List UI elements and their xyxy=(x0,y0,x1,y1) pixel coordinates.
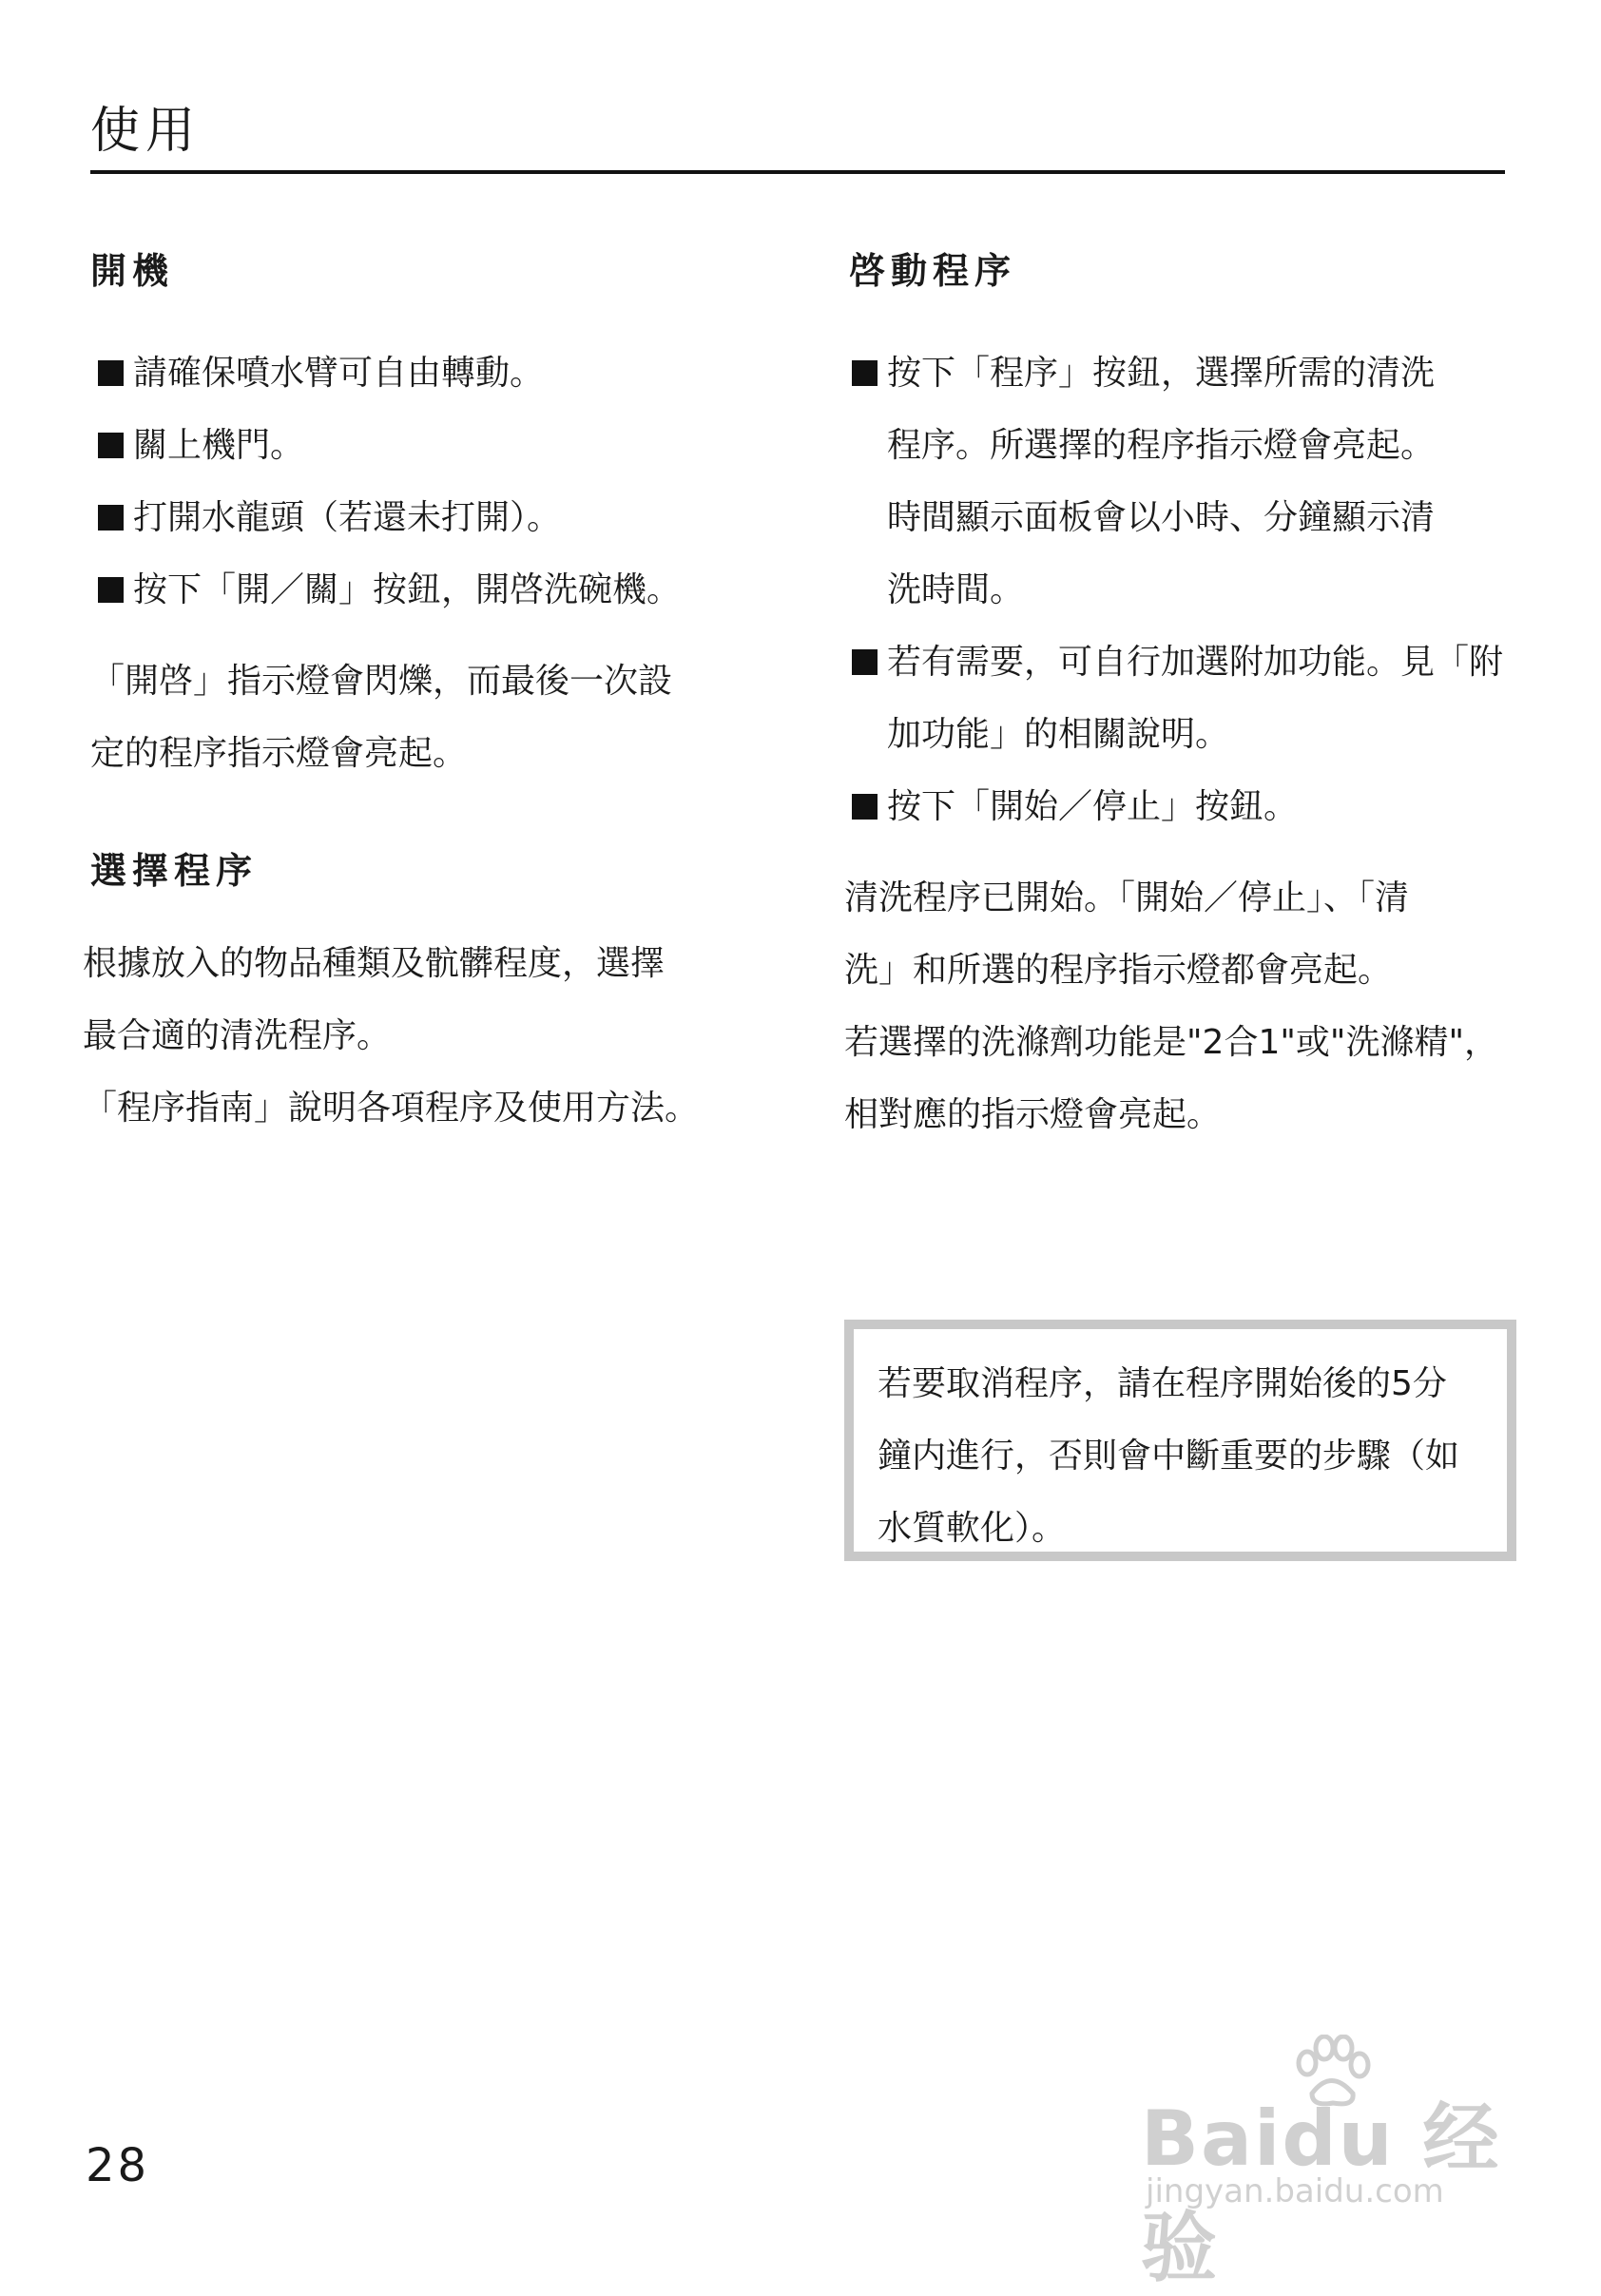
bullet-square-icon xyxy=(98,360,124,386)
power-on-heading: 開機 xyxy=(90,250,175,292)
list-item: 請確保噴水臂可自由轉動。 xyxy=(90,338,789,410)
power-on-steps xyxy=(90,338,789,627)
list-item: 按下「開／關」按鈕，開啓洗碗機。 xyxy=(90,554,789,627)
start-program-heading: 啓動程序 xyxy=(849,250,1017,292)
start-program-result: 清洗程序已開始。「開始／停止」、「清 洗」和所選的程序指示燈都會亮起。 若選擇的洗滌劑功能是"2合1"或"洗滌精"， 相對應的指示燈會亮起。 xyxy=(844,878,1499,1134)
list-item: 打開水龍頭（若還未打開）。 xyxy=(90,482,789,554)
bullet-square-icon xyxy=(852,360,878,386)
bullet-square-icon xyxy=(98,433,124,458)
left-column xyxy=(83,242,789,1145)
select-program-text: 根據放入的物品種類及骯髒程度，選擇 最合適的清洗程序。 「程序指南」說明各項程序及使用方法。 xyxy=(83,944,700,1128)
watermark-logo: Baidu 经验 xyxy=(1141,2094,1501,2292)
cancel-note-box: 若要取消程序，請在程序開始後的5分 鐘内進行，否則會中斷重要的步驟（如 水質軟化）。 xyxy=(844,1320,1516,1561)
watermark-url: jingyan.baidu.com xyxy=(1146,2172,1444,2210)
power-on-note: 「開啓」指示燈會閃爍，而最後一次設 定的程序指示燈會亮起。 xyxy=(90,662,673,773)
list-item: 按下「程序」按鈕，選擇所需的清洗 程序。所選擇的程序指示燈會亮起。 時間顯示面板會以小時、分鐘顯示清 洗時間。 xyxy=(844,338,1543,627)
list-item: 按下「開始／停止」按鈕。 xyxy=(844,771,1543,843)
title-rule xyxy=(90,170,1505,174)
bullet-square-icon xyxy=(98,505,124,531)
baidu-watermark xyxy=(1122,2035,1540,2292)
select-program-section xyxy=(83,842,789,1145)
start-program-steps xyxy=(844,338,1543,843)
list-item: 若有需要，可自行加選附加功能。見「附 加功能」的相關說明。 xyxy=(844,627,1543,771)
page-number: 28 xyxy=(86,2139,150,2192)
page-title: 使用 xyxy=(90,103,202,160)
bullet-square-icon xyxy=(98,577,124,603)
start-program-section xyxy=(844,242,1543,1151)
right-column xyxy=(844,242,1543,1151)
power-on-section xyxy=(90,242,789,790)
bullet-square-icon xyxy=(852,649,878,675)
select-program-heading: 選擇程序 xyxy=(90,850,259,892)
bullet-square-icon xyxy=(852,794,878,820)
list-item: 關上機門。 xyxy=(90,410,789,482)
